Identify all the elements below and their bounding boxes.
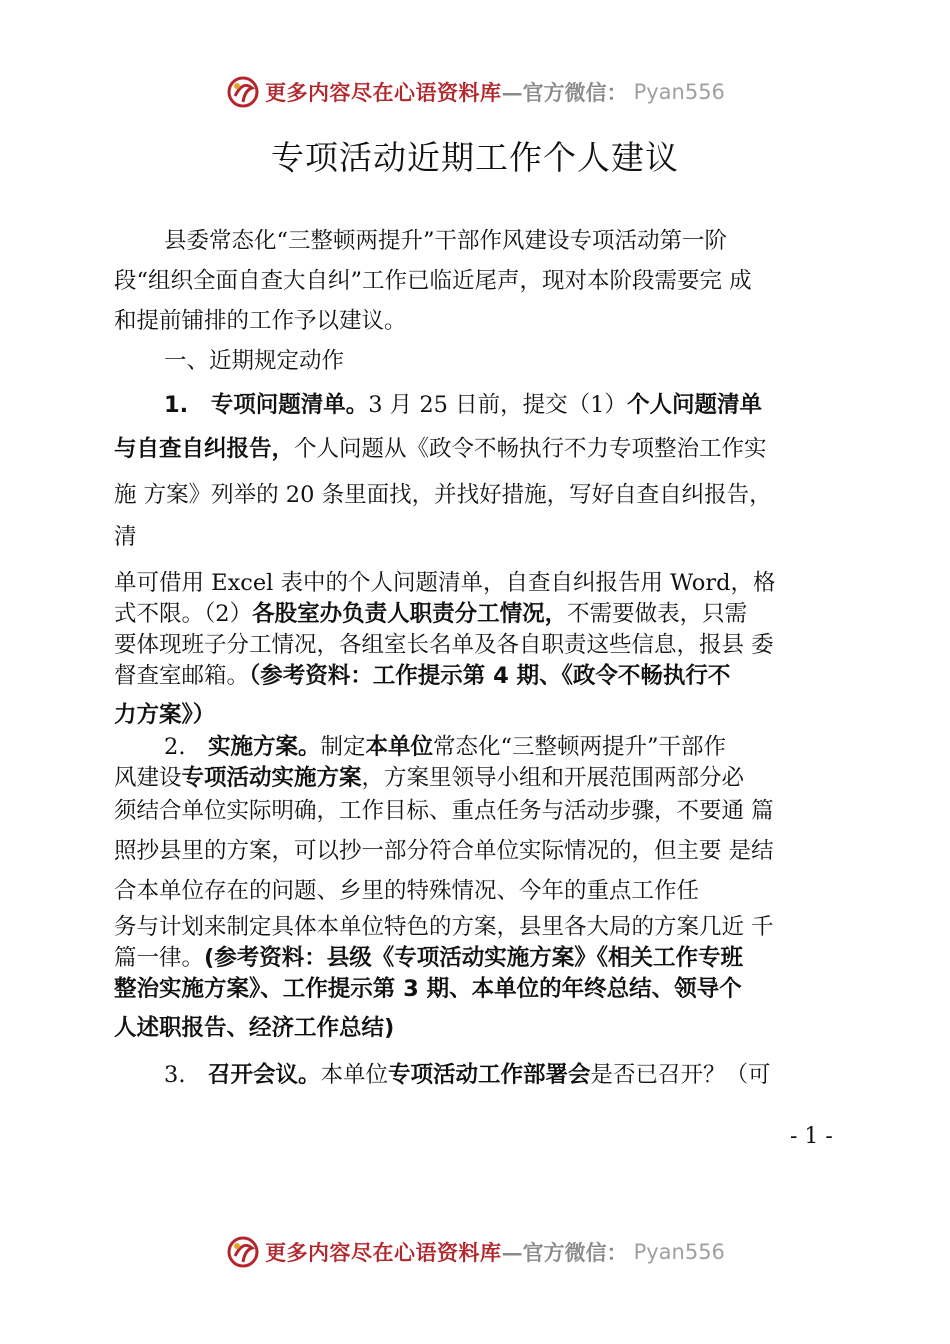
- banner-wechat-id: Pyan556: [633, 1240, 725, 1264]
- body-line: [114, 661, 730, 691]
- bold-text: 个人问题清单: [626, 392, 762, 418]
- bold-text: 与自查自纠报告，: [114, 436, 295, 462]
- item-heading: 召开会议。: [207, 1062, 321, 1088]
- line-text: 式不限。（2）: [114, 601, 253, 627]
- body-line: [114, 1060, 771, 1090]
- body-line: [114, 700, 215, 730]
- banner-wechat-id: Pyan556: [633, 80, 725, 104]
- body-line: [114, 599, 747, 629]
- line-text: 一、近期规定动作: [164, 348, 345, 374]
- reference-note: (参考资料：县级《专项活动实施方案》《相关工作专班: [204, 945, 744, 971]
- brand-logo-icon: [225, 1234, 261, 1270]
- line-text: 3.: [164, 1062, 208, 1088]
- line-text: 本单位: [320, 1062, 388, 1088]
- body-line: [114, 568, 776, 598]
- banner-text: 更多内容尽在心语资料库: [265, 1240, 502, 1265]
- line-text: 是否已召开？（可: [590, 1062, 771, 1088]
- reference-note: 人述职报告、经济工作总结): [114, 1015, 395, 1041]
- line-text: 要体现班子分工情况，各组室长名单及各自职责这些信息，报县 委: [114, 632, 774, 658]
- body-line: [114, 480, 772, 510]
- body-line: [114, 390, 762, 420]
- line-text: 3 月 25 日前，提交（1）: [368, 392, 627, 418]
- line-text: 清: [114, 524, 137, 550]
- banner-text: 更多内容尽在心语资料库: [265, 80, 502, 105]
- body-line: [114, 796, 774, 826]
- document-title: 专项活动近期工作个人建议: [271, 138, 679, 177]
- line-text: 风建设: [114, 765, 182, 791]
- line-text: 督查室邮箱。: [114, 663, 250, 689]
- body-line: [114, 266, 752, 296]
- line-text: 须结合单位实际明确，工作目标、重点任务与活动步骤，不要通 篇: [114, 798, 774, 824]
- line-text: 县委常态化“三整顿两提升”干部作风建设专项活动第一阶: [164, 228, 728, 254]
- body-line: [114, 522, 137, 552]
- line-text: 照抄县里的方案，可以抄一部分符合单位实际情况的，但主要 是结: [114, 838, 774, 864]
- body-line: [114, 974, 742, 1004]
- line-text: 篇一律。: [114, 945, 205, 971]
- line-text: 个人问题从《政令不畅执行不力专项整治工作实: [294, 436, 767, 462]
- bold-text: 各股室办负责人职责分工情况，: [252, 601, 568, 627]
- line-text: 2.: [164, 734, 208, 760]
- section-heading: [114, 346, 344, 376]
- body-line: [114, 912, 774, 942]
- body-line: [114, 226, 727, 256]
- bold-text: 专项活动实施方案: [181, 765, 362, 791]
- line-text: 和提前铺排的工作予以建议。: [114, 308, 407, 334]
- line-text: 施 方案》列举的 20 条里面找，并找好措施，写好自查自纠报告，: [114, 482, 772, 508]
- line-text: ，方案里领导小组和开展范围两部分必: [361, 765, 745, 791]
- line-text: 务与计划来制定具体本单位特色的方案，县里各大局的方案几近 千: [114, 914, 774, 940]
- body-line: [114, 1013, 394, 1043]
- brand-logo-icon: [225, 74, 261, 110]
- page-number: - 1 -: [790, 1124, 833, 1149]
- header-banner: [0, 70, 950, 114]
- line-text: 合本单位存在的问题、乡里的特殊情况、今年的重点工作任: [114, 878, 700, 904]
- body-line: [114, 306, 407, 336]
- line-text: 常态化“三整顿两提升”干部作: [433, 734, 727, 760]
- item-heading: 1. 专项问题清单。: [164, 392, 369, 418]
- reference-note: （参考资料：工作提示第 4 期、《政令不畅执行不: [249, 663, 731, 689]
- banner-separator: —: [501, 79, 523, 105]
- line-text: 单可借用 Excel 表中的个人问题清单，自查自纠报告用 Word，格: [114, 570, 776, 596]
- footer-banner: [0, 1230, 950, 1274]
- body-line: [114, 943, 743, 973]
- bold-text: 本单位: [365, 734, 434, 760]
- line-text: 不需要做表，只需: [567, 601, 748, 627]
- bold-text: 专项活动工作部署会: [388, 1062, 591, 1088]
- body-line: [114, 732, 726, 762]
- body-line: [114, 434, 767, 464]
- body-line: [114, 836, 774, 866]
- banner-separator: —: [501, 1239, 523, 1265]
- banner-label: 官方微信：: [522, 1240, 628, 1265]
- banner-label: 官方微信：: [522, 80, 628, 105]
- body-line: [114, 876, 699, 906]
- body-line: [114, 630, 774, 660]
- reference-note: 力方案》）: [114, 702, 216, 728]
- item-heading: 实施方案。: [207, 734, 321, 760]
- line-text: 段“组织全面自查大自纠”工作已临近尾声，现对本阶段需要完 成: [114, 268, 752, 294]
- line-text: 制定: [320, 734, 366, 760]
- body-line: [114, 763, 744, 793]
- reference-note: 整治实施方案》、工作提示第 3 期、本单位的年终总结、领导个: [114, 976, 742, 1002]
